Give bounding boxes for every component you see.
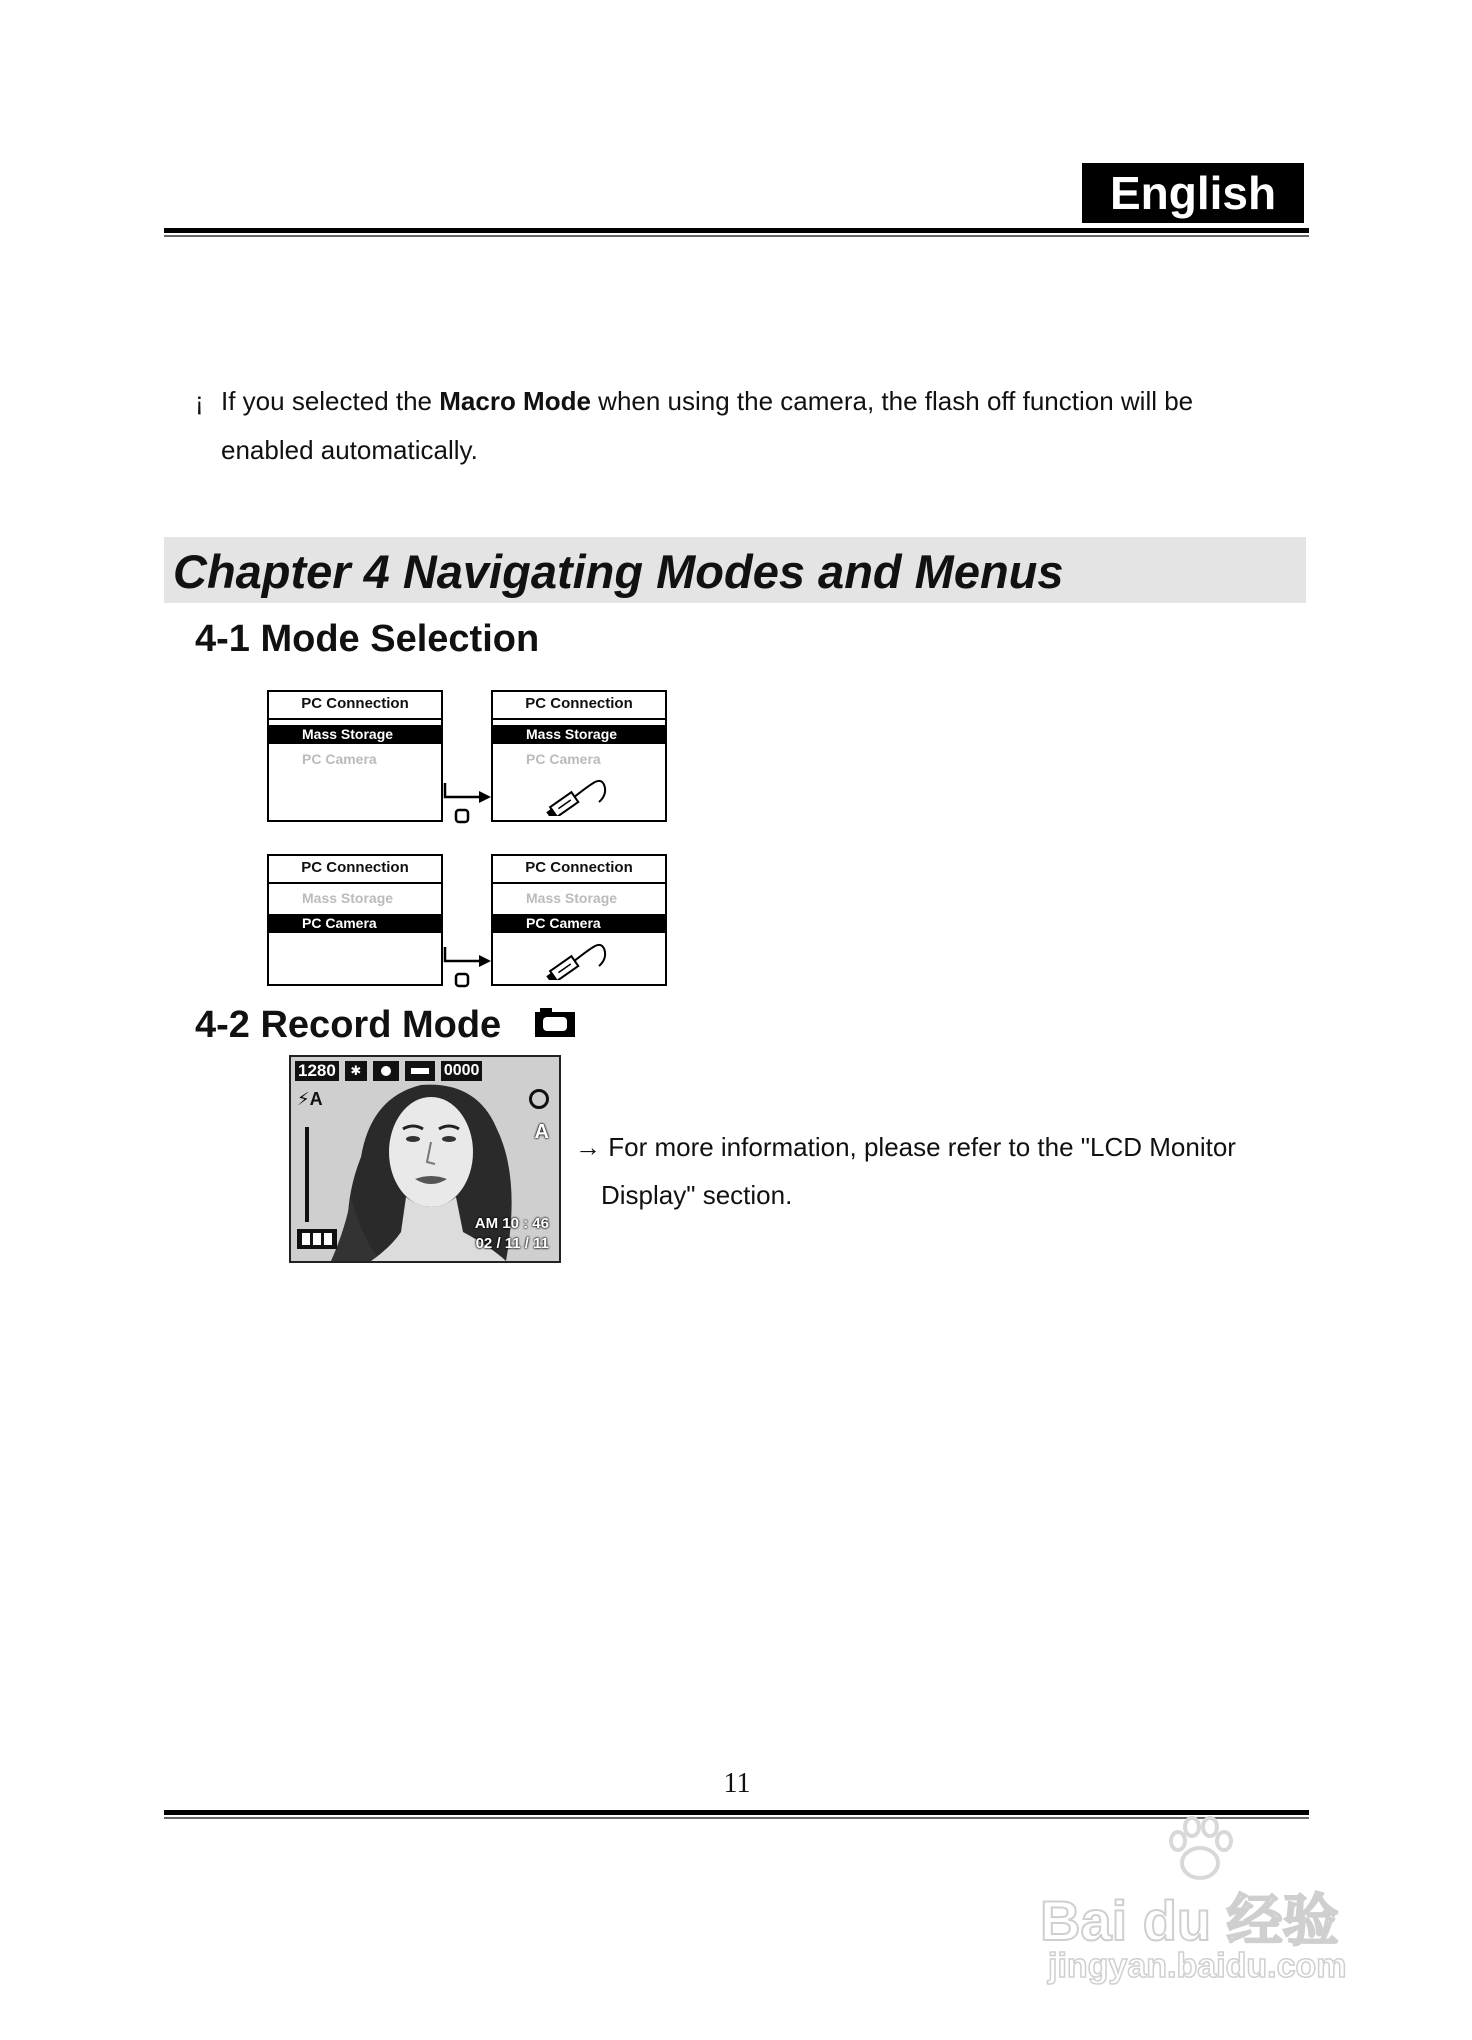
menu-item-pc-camera: PC Camera	[493, 914, 665, 933]
watermark-url: jingyan.baidu.com	[1048, 1947, 1347, 1985]
osd-quality-icon: ✱	[345, 1061, 367, 1081]
menu-item-pc-camera: PC Camera	[302, 751, 377, 767]
osd-date: 02 / 11 / 11	[475, 1235, 549, 1252]
menu-item-pc-camera: PC Camera	[269, 914, 441, 933]
note-text-before: If you selected the	[221, 386, 440, 416]
menu-item-mass-storage: Mass Storage	[526, 890, 618, 906]
menu-item-mass-storage: Mass Storage	[269, 725, 441, 744]
record-mode-screen	[289, 1055, 561, 1263]
section-title-record-mode: 4-2 Record Mode	[195, 1004, 502, 1046]
osd-mode-indicator: A	[534, 1121, 549, 1143]
lcd-screen-1	[267, 690, 443, 822]
osd-metering-icon	[373, 1061, 399, 1081]
osd-storage-icon	[405, 1061, 435, 1081]
lcd-screen-2	[491, 690, 667, 822]
note-line-2: enabled automatically.	[221, 435, 478, 465]
screen-header-rule	[493, 718, 665, 720]
chapter-title: Chapter 4 Navigating Modes and Menus	[173, 545, 1064, 598]
screen-header-rule	[269, 882, 441, 884]
osd-flash-icon: ⚡A	[297, 1089, 323, 1109]
menu-item-mass-storage: Mass Storage	[493, 725, 665, 744]
osd-zoom-bar	[305, 1127, 309, 1222]
watermark-brand: Bai du 经验	[1040, 1889, 1339, 1952]
note-text-after: when using the camera, the flash off function will be	[590, 386, 1194, 416]
lcd-screen-3	[267, 854, 443, 986]
osd-time: AM 10 : 46	[474, 1215, 549, 1232]
screen-header: PC Connection	[301, 695, 409, 712]
osd-timer-icon	[529, 1089, 549, 1109]
osd-shot-counter: 0000	[441, 1061, 483, 1081]
language-badge: English	[1082, 163, 1304, 223]
note-macro-mode: Macro Mode	[439, 386, 591, 416]
usb-cable-icon	[543, 776, 613, 816]
screen-header: PC Connection	[525, 859, 633, 876]
menu-item-pc-camera: PC Camera	[526, 751, 601, 767]
header-rule-thin	[164, 235, 1309, 237]
lcd-screen-4	[491, 854, 667, 986]
baidu-watermark	[1040, 1815, 1380, 1990]
section-title-mode-selection: 4-1 Mode Selection	[195, 618, 540, 660]
screen-header-rule	[269, 718, 441, 720]
info-line-2: Display" section.	[601, 1180, 793, 1210]
note-line-1	[195, 386, 1193, 417]
paw-icon	[1160, 1815, 1240, 1885]
osd-battery-icon	[297, 1229, 337, 1249]
note-bullet: ¡	[195, 386, 204, 416]
page-number: 11	[723, 1768, 751, 1799]
screen-header-rule	[493, 882, 665, 884]
arrow-icon	[443, 947, 495, 989]
header-rule	[164, 228, 1309, 233]
osd-top-bar	[295, 1060, 555, 1082]
screen-header: PC Connection	[525, 695, 633, 712]
camera-icon	[534, 1008, 576, 1038]
menu-item-mass-storage: Mass Storage	[302, 890, 394, 906]
osd-resolution: 1280	[295, 1061, 339, 1081]
osd-flash-mode: A	[309, 1089, 323, 1109]
usb-cable-icon	[543, 940, 613, 980]
info-line-1: → For more information, please refer to the "LCD Monitor	[575, 1132, 1236, 1162]
arrow-icon	[443, 783, 495, 825]
screen-header: PC Connection	[301, 859, 409, 876]
